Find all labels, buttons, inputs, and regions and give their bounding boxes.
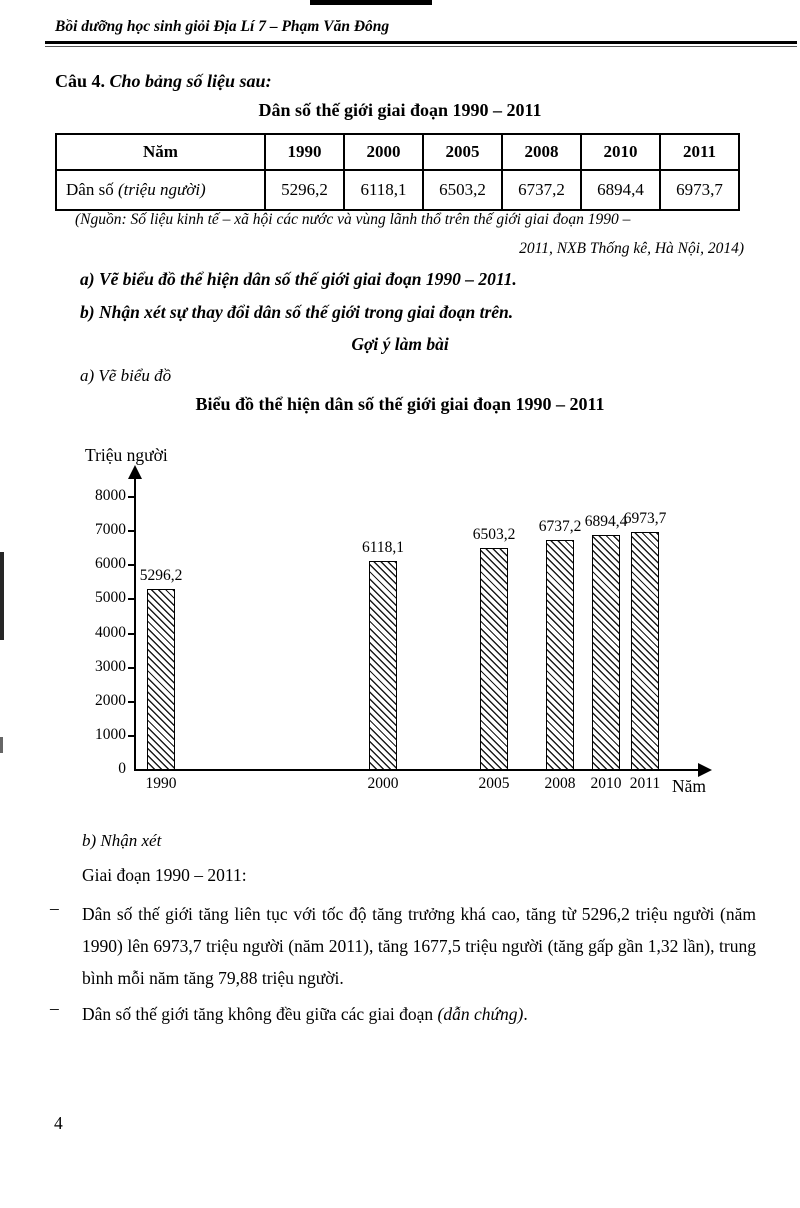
y-tick-label: 2000	[95, 691, 126, 709]
solution-part-b-label: b) Nhận xét	[82, 831, 162, 850]
bar-2005	[480, 548, 508, 770]
y-tick-mark	[128, 564, 135, 566]
bar-1990	[147, 589, 175, 770]
table-header-2010: 2010	[581, 134, 660, 170]
bullet-2-text: Dân số thế giới tăng không đều giữa các giai đoạn (dẫn chứng).	[82, 1004, 528, 1024]
bar-2011	[631, 532, 659, 770]
y-tick-label: 7000	[95, 521, 126, 539]
y-tick-mark	[128, 667, 135, 669]
solution-part-a-label: a) Vẽ biểu đồ	[80, 366, 172, 385]
task-b: b) Nhận xét sự thay đổi dân số thế giới trong giai đoạn trên.	[80, 302, 514, 322]
bar-value-label: 6118,1	[361, 539, 405, 557]
y-tick-label: 4000	[95, 623, 126, 641]
table-header-row	[56, 134, 739, 170]
x-tick-label: 2011	[629, 775, 661, 792]
bar-value-label: 6973,7	[623, 510, 667, 528]
y-axis	[134, 475, 136, 771]
y-tick-label: 6000	[95, 555, 126, 573]
table-header-1990: 1990	[265, 134, 344, 170]
table-row-label: Dân số (triệu người)	[56, 170, 265, 210]
y-tick-label: 3000	[95, 657, 126, 675]
y-axis-label: Triệu người	[85, 445, 168, 465]
source-citation-line2: 2011, NXB Thống kê, Hà Nội, 2014)	[519, 240, 744, 257]
table-value-2008: 6737,2	[502, 170, 581, 210]
header-rule-shadow	[45, 46, 797, 47]
y-tick-label: 0	[118, 760, 126, 777]
x-tick-label: 2008	[544, 775, 576, 792]
y-tick-mark	[128, 598, 135, 600]
x-tick-label: 2005	[478, 775, 510, 792]
bar-2000	[369, 561, 397, 770]
table-header-2005: 2005	[423, 134, 502, 170]
table-header-nam: Năm	[56, 134, 265, 170]
table-title: Dân số thế giới giai đoạn 1990 – 2011	[258, 100, 542, 120]
y-tick-mark	[128, 496, 135, 498]
y-tick-mark	[128, 735, 135, 737]
question-number: Câu 4.	[55, 71, 106, 91]
x-tick-label: 2010	[590, 775, 622, 792]
y-tick-mark	[128, 701, 135, 703]
table-header-2000: 2000	[344, 134, 423, 170]
table-row-unit: (triệu người)	[117, 180, 206, 199]
scan-artifact-left	[0, 552, 4, 640]
bullet-dash: –	[50, 898, 59, 918]
question-heading	[55, 71, 272, 92]
table-value-row	[56, 170, 739, 210]
table-value-2011: 6973,7	[660, 170, 739, 210]
running-header: Bồi dưỡng học sinh giỏi Địa Lí 7 – Phạm Văn Đông	[55, 18, 390, 35]
y-tick-mark	[128, 530, 135, 532]
y-tick-label: 8000	[95, 487, 126, 504]
solution-heading: Gợi ý làm bài	[351, 334, 449, 354]
table-header-2008: 2008	[502, 134, 581, 170]
bar-2010	[592, 535, 620, 770]
task-a: a) Vẽ biểu đồ thể hiện dân số thế giới giai đoạn 1990 – 2011.	[80, 269, 517, 289]
page-number: 4	[54, 1113, 63, 1133]
y-tick-label: 1000	[95, 725, 126, 743]
y-tick-label: 5000	[95, 589, 126, 607]
chart-title: Biểu đồ thể hiện dân số thế giới giai đoạn 1990 – 2011	[195, 394, 605, 414]
table-value-2010: 6894,4	[581, 170, 660, 210]
scan-artifact-left-2	[0, 737, 3, 753]
table-value-2005: 6503,2	[423, 170, 502, 210]
bar-value-label: 6894,4	[584, 512, 628, 530]
question-intro: Cho bảng số liệu sau:	[105, 71, 272, 91]
data-table	[55, 133, 740, 211]
header-rule	[45, 41, 797, 44]
bullet-2-italic: (dẫn chứng)	[437, 1004, 524, 1024]
table-header-2011: 2011	[660, 134, 739, 170]
bar-value-label: 6737,2	[538, 518, 582, 536]
bar-value-label: 6503,2	[472, 526, 516, 544]
bar-chart	[60, 443, 770, 803]
x-axis-label: Năm	[672, 776, 707, 796]
x-tick-label: 2000	[367, 775, 399, 792]
bar-2008	[546, 540, 574, 770]
period-line: Giai đoạn 1990 – 2011:	[82, 865, 247, 885]
scan-artifact-top	[310, 0, 432, 5]
bullet-1-text: Dân số thế giới tăng liên tục với tốc độ tăng trưởng khá cao, tăng từ 5296,2 triệu người (năm 1990) lên 6973,7 triệu người (năm 2011), tăng 1677,5 triệu người (tăng gấp gần 1,32 lần), trung bình mỗi năm tăng 79,88 triệu người.	[82, 904, 756, 988]
x-tick-label: 1990	[145, 775, 177, 792]
table-value-1990: 5296,2	[265, 170, 344, 210]
source-citation-line1: (Nguồn: Số liệu kinh tế – xã hội các nước và vùng lãnh thổ trên thế giới giai đoạn 1990 –	[75, 211, 631, 228]
bar-value-label: 5296,2	[139, 567, 183, 585]
table-value-2000: 6118,1	[344, 170, 423, 210]
x-axis-arrow-icon	[698, 763, 712, 777]
y-tick-mark	[128, 633, 135, 635]
bullet-dash: –	[50, 998, 59, 1018]
